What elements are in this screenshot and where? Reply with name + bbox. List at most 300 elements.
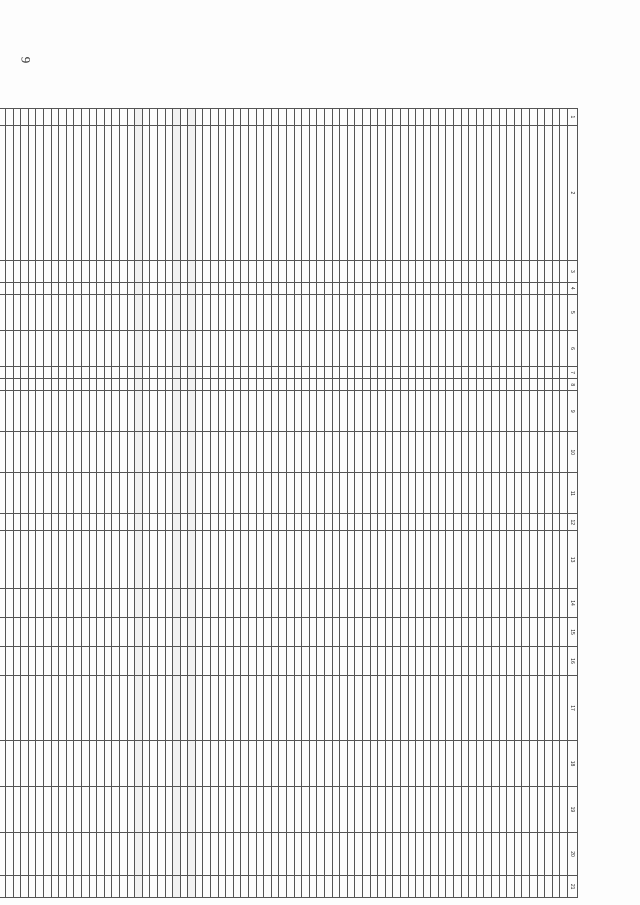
table-cell xyxy=(294,260,302,282)
table-cell xyxy=(317,786,325,832)
table-cell xyxy=(218,294,226,330)
table-cell xyxy=(560,391,568,432)
table-cell xyxy=(279,379,287,391)
table-cell xyxy=(173,432,181,473)
table-cell xyxy=(36,109,44,126)
table-cell xyxy=(66,589,74,618)
table-cell xyxy=(507,330,515,366)
table-cell xyxy=(347,330,355,366)
table-cell xyxy=(530,531,538,589)
table-cell xyxy=(370,367,378,379)
table-cell xyxy=(416,741,424,787)
table-cell xyxy=(0,125,6,260)
table-cell xyxy=(530,379,538,391)
table-cell xyxy=(21,646,29,675)
table-cell xyxy=(157,786,165,832)
table-cell xyxy=(302,786,310,832)
table-cell xyxy=(340,391,348,432)
table-cell xyxy=(317,330,325,366)
table-cell xyxy=(378,109,386,126)
table-cell xyxy=(21,282,29,294)
table-cell xyxy=(378,367,386,379)
column-number-8: 8 xyxy=(568,379,578,391)
table-cell xyxy=(226,391,234,432)
table-cell xyxy=(142,675,150,740)
table-cell xyxy=(104,832,112,875)
table-cell xyxy=(325,832,333,875)
table-cell xyxy=(28,531,36,589)
table-cell xyxy=(241,330,249,366)
table-cell xyxy=(127,618,135,647)
table-cell xyxy=(279,646,287,675)
table-cell xyxy=(104,675,112,740)
table-cell xyxy=(173,379,181,391)
table-cell xyxy=(127,282,135,294)
table-cell xyxy=(59,514,67,531)
table-cell xyxy=(150,832,158,875)
table-cell xyxy=(294,125,302,260)
table-cell xyxy=(82,832,90,875)
table-cell xyxy=(340,294,348,330)
table-cell xyxy=(552,589,560,618)
table-cell xyxy=(423,294,431,330)
table-cell xyxy=(82,379,90,391)
table-row xyxy=(6,109,14,898)
table-cell xyxy=(362,109,370,126)
table-row xyxy=(514,109,522,898)
table-cell xyxy=(89,379,97,391)
table-cell xyxy=(499,367,507,379)
table-cell xyxy=(66,876,74,898)
table-cell xyxy=(188,618,196,647)
table-cell xyxy=(438,330,446,366)
table-cell xyxy=(211,379,219,391)
table-cell xyxy=(59,741,67,787)
table-cell xyxy=(499,675,507,740)
table-cell xyxy=(393,125,401,260)
table-cell xyxy=(287,330,295,366)
table-cell xyxy=(279,675,287,740)
table-cell xyxy=(484,832,492,875)
table-cell xyxy=(218,330,226,366)
table-cell xyxy=(28,786,36,832)
table-cell xyxy=(271,832,279,875)
table-cell xyxy=(279,618,287,647)
table-cell xyxy=(370,473,378,514)
table-cell xyxy=(264,432,272,473)
table-cell xyxy=(279,294,287,330)
table-cell xyxy=(340,330,348,366)
table-cell xyxy=(530,473,538,514)
table-cell xyxy=(249,589,257,618)
table-cell xyxy=(454,125,462,260)
table-cell xyxy=(522,260,530,282)
table-cell xyxy=(211,109,219,126)
table-cell xyxy=(119,125,127,260)
table-cell xyxy=(545,876,553,898)
table-cell xyxy=(249,741,257,787)
table-row xyxy=(218,109,226,898)
table-row xyxy=(362,109,370,898)
table-cell xyxy=(560,109,568,126)
table-cell xyxy=(537,432,545,473)
table-cell xyxy=(188,379,196,391)
table-cell xyxy=(287,282,295,294)
table-cell xyxy=(241,294,249,330)
table-cell xyxy=(180,741,188,787)
table-cell xyxy=(423,741,431,787)
table-cell xyxy=(150,741,158,787)
table-cell xyxy=(173,832,181,875)
table-cell xyxy=(309,432,317,473)
table-cell xyxy=(89,294,97,330)
table-cell xyxy=(66,367,74,379)
table-cell xyxy=(66,514,74,531)
table-cell xyxy=(195,618,203,647)
table-cell xyxy=(66,294,74,330)
table-cell xyxy=(104,125,112,260)
table-cell xyxy=(119,514,127,531)
table-cell xyxy=(173,391,181,432)
table-cell xyxy=(59,391,67,432)
table-cell xyxy=(347,876,355,898)
table-cell xyxy=(385,514,393,531)
table-cell xyxy=(461,741,469,787)
table-cell xyxy=(347,367,355,379)
table-cell xyxy=(287,391,295,432)
table-cell xyxy=(332,282,340,294)
table-cell xyxy=(302,330,310,366)
table-cell xyxy=(97,294,105,330)
table-cell xyxy=(97,330,105,366)
table-cell xyxy=(135,832,143,875)
table-cell xyxy=(552,367,560,379)
table-cell xyxy=(188,786,196,832)
table-cell xyxy=(135,786,143,832)
table-cell xyxy=(476,514,484,531)
table-cell xyxy=(241,646,249,675)
table-cell xyxy=(484,294,492,330)
table-cell xyxy=(211,260,219,282)
table-cell xyxy=(492,473,500,514)
table-cell xyxy=(287,741,295,787)
table-cell xyxy=(211,391,219,432)
table-cell xyxy=(461,260,469,282)
table-cell xyxy=(302,514,310,531)
table-cell xyxy=(423,832,431,875)
table-cell xyxy=(13,282,21,294)
table-cell xyxy=(522,282,530,294)
table-cell xyxy=(195,367,203,379)
table-cell xyxy=(385,330,393,366)
column-number-3: 3 xyxy=(568,260,578,282)
table-cell xyxy=(188,109,196,126)
table-row xyxy=(309,109,317,898)
table-cell xyxy=(499,330,507,366)
table-cell xyxy=(180,675,188,740)
table-cell xyxy=(347,294,355,330)
table-cell xyxy=(332,646,340,675)
table-cell xyxy=(514,260,522,282)
table-cell xyxy=(150,514,158,531)
table-cell xyxy=(378,675,386,740)
table-cell xyxy=(355,589,363,618)
table-cell xyxy=(233,514,241,531)
table-cell xyxy=(454,514,462,531)
table-cell xyxy=(188,832,196,875)
table-cell xyxy=(36,675,44,740)
table-cell xyxy=(545,675,553,740)
table-cell xyxy=(325,282,333,294)
table-cell xyxy=(469,367,477,379)
table-cell xyxy=(287,618,295,647)
table-cell xyxy=(499,741,507,787)
table-cell xyxy=(355,125,363,260)
table-cell xyxy=(119,741,127,787)
table-cell xyxy=(423,260,431,282)
table-cell xyxy=(522,531,530,589)
table-cell xyxy=(233,330,241,366)
table-cell xyxy=(51,432,59,473)
table-cell xyxy=(226,109,234,126)
table-cell xyxy=(530,832,538,875)
table-cell xyxy=(142,646,150,675)
table-cell xyxy=(325,379,333,391)
table-cell xyxy=(325,786,333,832)
table-row xyxy=(537,109,545,898)
table-cell xyxy=(256,675,264,740)
table-cell xyxy=(241,282,249,294)
table-cell xyxy=(446,741,454,787)
table-cell xyxy=(188,589,196,618)
table-cell xyxy=(522,618,530,647)
table-cell xyxy=(469,125,477,260)
table-cell xyxy=(469,282,477,294)
table-cell xyxy=(431,514,439,531)
table-cell xyxy=(484,282,492,294)
table-cell xyxy=(112,832,120,875)
table-cell xyxy=(142,109,150,126)
table-cell xyxy=(355,330,363,366)
table-row xyxy=(408,109,416,898)
table-cell xyxy=(218,832,226,875)
table-cell xyxy=(256,832,264,875)
table-cell xyxy=(142,876,150,898)
table-cell xyxy=(370,379,378,391)
table-cell xyxy=(355,473,363,514)
table-cell xyxy=(104,741,112,787)
table-cell xyxy=(180,473,188,514)
table-cell xyxy=(6,646,14,675)
table-cell xyxy=(461,876,469,898)
table-cell xyxy=(51,876,59,898)
table-cell xyxy=(119,282,127,294)
table-cell xyxy=(249,391,257,432)
table-cell xyxy=(287,432,295,473)
table-cell xyxy=(104,260,112,282)
table-cell xyxy=(287,531,295,589)
table-cell xyxy=(21,741,29,787)
table-cell xyxy=(21,125,29,260)
table-cell xyxy=(264,367,272,379)
table-cell xyxy=(28,109,36,126)
column-number-10: 10 xyxy=(568,432,578,473)
table-cell xyxy=(21,675,29,740)
table-cell xyxy=(287,260,295,282)
table-cell xyxy=(362,367,370,379)
table-cell xyxy=(195,531,203,589)
table-cell xyxy=(446,675,454,740)
table-cell xyxy=(408,125,416,260)
table-cell xyxy=(195,876,203,898)
table-cell xyxy=(241,786,249,832)
table-cell xyxy=(347,260,355,282)
table-cell xyxy=(469,786,477,832)
table-cell xyxy=(59,367,67,379)
table-cell xyxy=(438,786,446,832)
table-cell xyxy=(6,294,14,330)
table-cell xyxy=(530,367,538,379)
table-cell xyxy=(226,260,234,282)
table-cell xyxy=(119,531,127,589)
table-cell xyxy=(271,432,279,473)
table-cell xyxy=(142,741,150,787)
table-cell xyxy=(279,282,287,294)
table-cell xyxy=(492,330,500,366)
table-cell xyxy=(44,473,52,514)
table-cell xyxy=(294,741,302,787)
table-row xyxy=(446,109,454,898)
table-cell xyxy=(119,876,127,898)
table-cell xyxy=(203,330,211,366)
table-cell xyxy=(476,367,484,379)
table-cell xyxy=(0,294,6,330)
table-cell xyxy=(560,514,568,531)
table-cell xyxy=(347,741,355,787)
table-cell xyxy=(332,109,340,126)
table-cell xyxy=(492,432,500,473)
table-cell xyxy=(226,786,234,832)
table-cell xyxy=(180,832,188,875)
table-cell xyxy=(476,125,484,260)
section-row xyxy=(135,109,143,898)
table-row xyxy=(13,109,21,898)
table-cell xyxy=(82,618,90,647)
table-cell xyxy=(370,832,378,875)
table-cell xyxy=(446,646,454,675)
table-cell xyxy=(119,330,127,366)
table-cell xyxy=(249,531,257,589)
table-cell xyxy=(499,531,507,589)
table-cell xyxy=(514,473,522,514)
table-cell xyxy=(6,367,14,379)
table-cell xyxy=(492,876,500,898)
table-cell xyxy=(112,589,120,618)
table-cell xyxy=(325,741,333,787)
table-cell xyxy=(507,260,515,282)
table-cell xyxy=(104,646,112,675)
table-cell xyxy=(514,379,522,391)
table-cell xyxy=(499,432,507,473)
table-cell xyxy=(514,675,522,740)
table-cell xyxy=(499,514,507,531)
table-cell xyxy=(82,514,90,531)
table-cell xyxy=(165,618,173,647)
table-cell xyxy=(340,109,348,126)
table-cell xyxy=(408,330,416,366)
table-cell xyxy=(294,832,302,875)
table-cell xyxy=(545,125,553,260)
table-cell xyxy=(393,391,401,432)
table-cell xyxy=(82,675,90,740)
table-row xyxy=(256,109,264,898)
table-cell xyxy=(514,832,522,875)
table-cell xyxy=(104,432,112,473)
table-cell xyxy=(44,786,52,832)
table-cell xyxy=(21,109,29,126)
table-cell xyxy=(233,379,241,391)
table-cell xyxy=(302,675,310,740)
table-cell xyxy=(317,618,325,647)
table-cell xyxy=(28,618,36,647)
column-number-1: 1 xyxy=(568,109,578,126)
table-cell xyxy=(218,786,226,832)
table-cell xyxy=(0,432,6,473)
table-cell xyxy=(302,109,310,126)
table-cell xyxy=(188,330,196,366)
table-cell xyxy=(552,432,560,473)
table-cell xyxy=(135,260,143,282)
table-cell xyxy=(28,391,36,432)
table-cell xyxy=(469,294,477,330)
table-cell xyxy=(446,514,454,531)
table-cell xyxy=(385,432,393,473)
table-cell xyxy=(233,282,241,294)
table-cell xyxy=(476,786,484,832)
table-cell xyxy=(6,741,14,787)
table-cell xyxy=(446,294,454,330)
table-cell xyxy=(135,294,143,330)
table-cell xyxy=(271,260,279,282)
table-cell xyxy=(226,473,234,514)
table-cell xyxy=(44,646,52,675)
table-cell xyxy=(135,741,143,787)
table-cell xyxy=(469,260,477,282)
table-cell xyxy=(340,876,348,898)
table-cell xyxy=(256,109,264,126)
table-cell xyxy=(13,531,21,589)
table-cell xyxy=(416,876,424,898)
table-cell xyxy=(112,391,120,432)
table-cell xyxy=(249,786,257,832)
table-cell xyxy=(127,109,135,126)
table-cell xyxy=(51,646,59,675)
table-cell xyxy=(218,282,226,294)
table-cell xyxy=(21,514,29,531)
table-row xyxy=(97,109,105,898)
table-cell xyxy=(36,786,44,832)
table-cell xyxy=(370,531,378,589)
table-cell xyxy=(302,589,310,618)
table-cell xyxy=(438,531,446,589)
table-cell xyxy=(59,260,67,282)
table-cell xyxy=(362,260,370,282)
table-cell xyxy=(142,514,150,531)
table-cell xyxy=(165,294,173,330)
table-cell xyxy=(484,432,492,473)
table-cell xyxy=(560,282,568,294)
table-cell xyxy=(74,125,82,260)
